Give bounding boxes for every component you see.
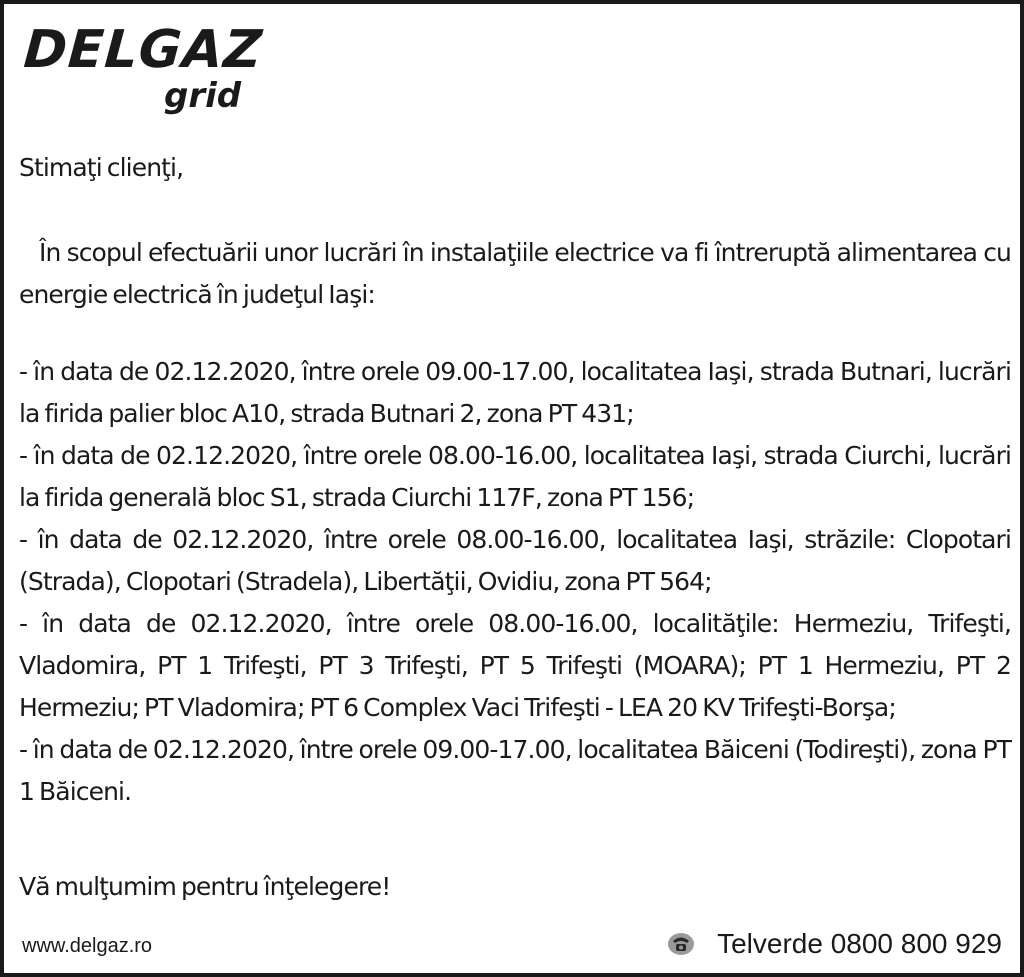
intro-paragraph: În scopul efectuării unor lucrări în instalaţiile electrice va fi întreruptă alimentarea cu energie electrică în judeţul Iaşi:: [19, 238, 1011, 309]
outage-item: - în data de 02.12.2020, între orele 08.00-16.00, localităţile: Hermeziu, Trifeşti, Vladomira, PT 1 Trifeşti, PT 3 Trifeşti, PT 5 Trifeşti (MOARA); PT 1 Hermeziu, PT 2 Hermeziu; PT Vladomira; PT 6 Complex Vaci Trifeşti - LEA 20 KV Trifeşti-Borşa;: [19, 609, 1011, 722]
outage-item: - în data de 02.12.2020, între orele 09.00-17.00, localitatea Băiceni (Todireşti), zona PT 1 Băiceni.: [19, 735, 1011, 806]
website-link[interactable]: www.delgaz.ro: [22, 935, 153, 957]
greeting: Stimaţi clienţi,: [19, 153, 184, 182]
telephone-icon: [667, 930, 695, 958]
delgaz-grid-logo: [21, 20, 265, 117]
hotline: [667, 928, 1002, 960]
outage-item: - în data de 02.12.2020, între orele 08.00-16.00, localitatea Iaşi, strada Ciurchi, lucrări la firida generală bloc S1, strada Ciurchi 117F, zona PT 156;: [19, 441, 1011, 512]
closing-thanks: Vă mulţumim pentru înţelegere!: [19, 872, 391, 901]
outage-item: - în data de 02.12.2020, între orele 09.00-17.00, localitatea Iaşi, strada Butnari, lucrări la firida palier bloc A10, strada Butnari 2, zona PT 431;: [19, 357, 1011, 428]
logo-subtitle: grid: [164, 76, 242, 116]
outage-item: - în data de 02.12.2020, între orele 08.00-16.00, localitatea Iaşi, străzile: Clopotari (Strada), Clopotari (Stradela), Libertăţii, Ovidiu, zona PT 564;: [19, 525, 1011, 596]
hotline-number: Telverde 0800 800 929: [717, 928, 1002, 959]
logo-wordmark: DELGAZ: [21, 20, 265, 80]
outage-list: [19, 351, 1011, 813]
